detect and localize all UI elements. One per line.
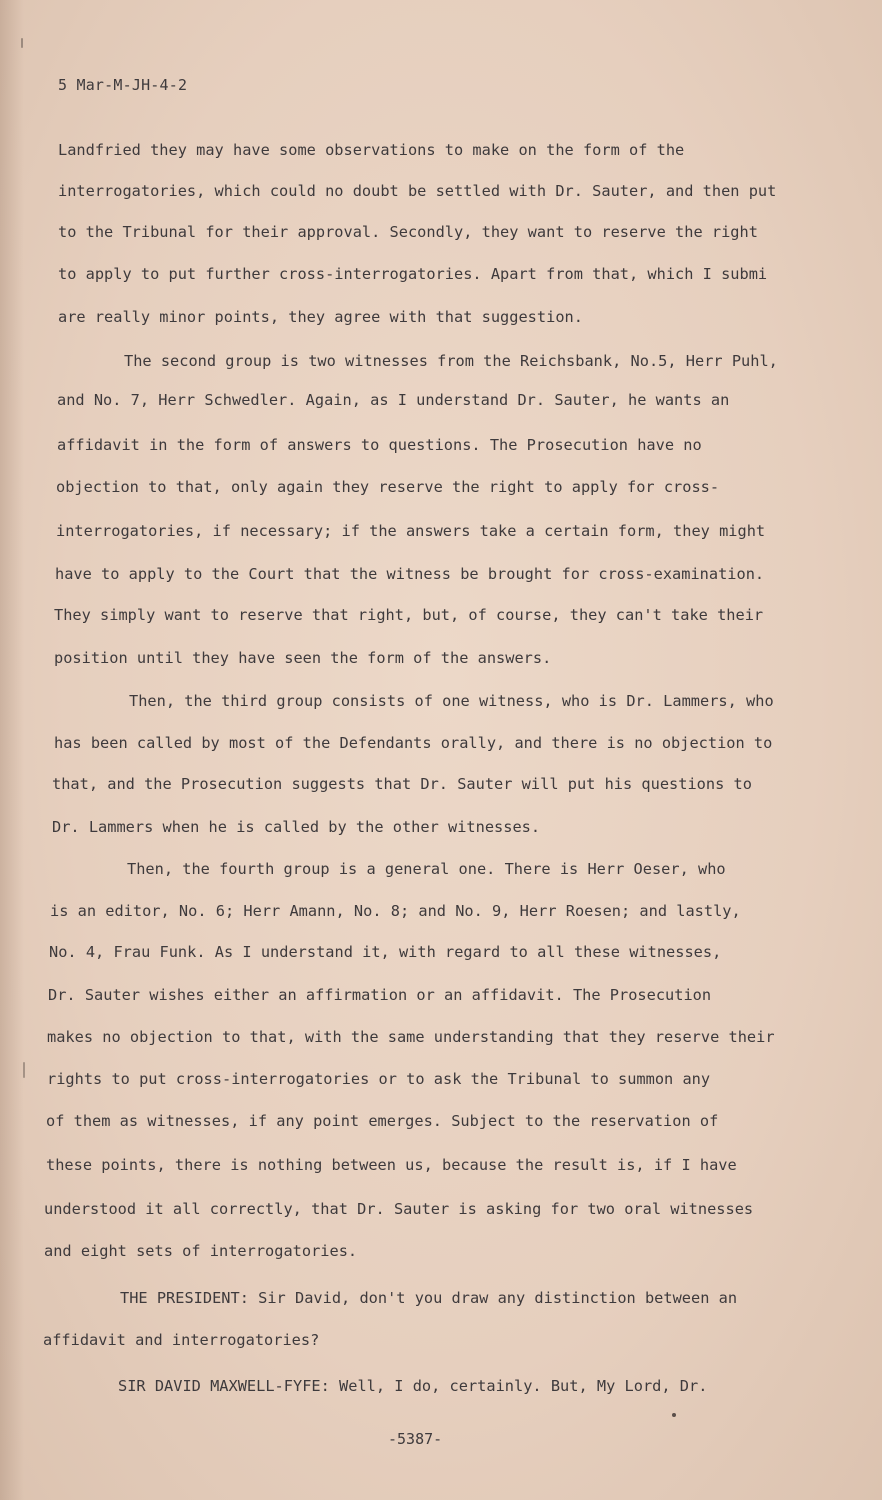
ink-speck (23, 1062, 25, 1078)
text-line-16: that, and the Prosecution suggests that Dr. Sauter will put his questions to (52, 775, 752, 793)
text-line-27: and eight sets of interrogatories. (44, 1242, 358, 1260)
text-line-12: They simply want to reserve that right, but, of course, they can't take their (54, 606, 764, 624)
text-line-9: objection to that, only again they reserve the right to apply for cross- (56, 478, 720, 496)
ink-speck (21, 38, 23, 48)
text-line-21: Dr. Sauter wishes either an affirmation or an affidavit. The Prosecution (48, 986, 712, 1004)
text-line-1: Landfried they may have some observations to make on the form of the (58, 141, 685, 159)
text-line-15: has been called by most of the Defendants orally, and there is no objection to (54, 734, 773, 752)
text-line-17: Dr. Lammers when he is called by the other witnesses. (52, 818, 541, 836)
text-line-24: of them as witnesses, if any point emerges. Subject to the reservation of (46, 1112, 719, 1130)
text-line-19: is an editor, No. 6; Herr Amann, No. 8; and No. 9, Herr Roesen; and lastly, (50, 902, 741, 920)
text-line-25: these points, there is nothing between us, because the result is, if I have (46, 1156, 737, 1174)
text-line-13: position until they have seen the form of the answers. (54, 649, 552, 667)
text-line-7: and No. 7, Herr Schwedler. Again, as I understand Dr. Sauter, he wants an (57, 391, 730, 409)
text-line-23: rights to put cross-interrogatories or to ask the Tribunal to summon any (47, 1070, 711, 1088)
text-line-18: Then, the fourth group is a general one. There is Herr Oeser, who (127, 860, 726, 878)
text-line-4: to apply to put further cross-interrogatories. Apart from that, which I submi (58, 265, 768, 283)
page-edge-shadow (0, 0, 24, 1500)
page-number: -5387- (388, 1430, 443, 1448)
text-line-26: understood it all correctly, that Dr. Sauter is asking for two oral witnesses (44, 1200, 754, 1218)
text-line-22: makes no objection to that, with the same understanding that they reserve their (47, 1028, 775, 1046)
text-line-28: THE PRESIDENT: Sir David, don't you draw any distinction between an (120, 1289, 738, 1307)
document-header: 5 Mar-M-JH-4-2 (58, 76, 188, 94)
text-line-14: Then, the third group consists of one witness, who is Dr. Lammers, who (129, 692, 774, 710)
text-line-29: affidavit and interrogatories? (43, 1331, 320, 1349)
text-line-20: No. 4, Frau Funk. As I understand it, with regard to all these witnesses, (49, 943, 722, 961)
text-line-6: The second group is two witnesses from the Reichsbank, No.5, Herr Puhl, (124, 352, 778, 370)
text-line-11: have to apply to the Court that the witness be brought for cross-examination. (55, 565, 765, 583)
text-line-2: interrogatories, which could no doubt be settled with Dr. Sauter, and then put (58, 182, 777, 200)
ink-speck (672, 1413, 676, 1417)
text-line-30: SIR DAVID MAXWELL-FYFE: Well, I do, certainly. But, My Lord, Dr. (118, 1377, 708, 1395)
text-line-3: to the Tribunal for their approval. Secondly, they want to reserve the right (58, 223, 758, 241)
text-line-8: affidavit in the form of answers to questions. The Prosecution have no (57, 436, 702, 454)
text-line-5: are really minor points, they agree with that suggestion. (58, 308, 583, 326)
text-line-10: interrogatories, if necessary; if the answers take a certain form, they might (56, 522, 766, 540)
